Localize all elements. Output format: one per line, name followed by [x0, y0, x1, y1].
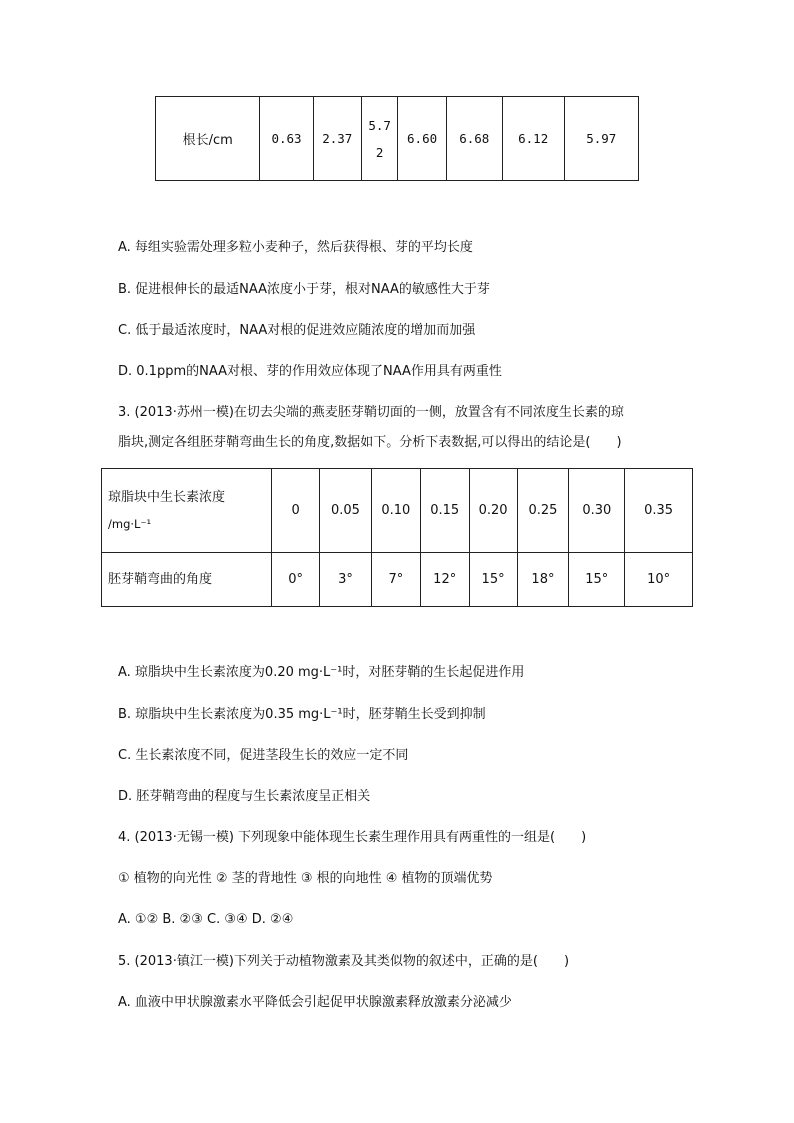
table-cell: 6.60: [398, 97, 446, 181]
table-cell: 0°: [272, 553, 320, 607]
question-stem: 3. (2013·苏州一模)在切去尖端的燕麦胚芽鞘切面的一侧，放置含有不同浓度生长素的琼: [118, 405, 624, 420]
table-cell: 10°: [625, 553, 693, 607]
question-options: A. ①② B. ②③ C. ③④ D. ②④: [118, 912, 294, 927]
table-cell: 0.63: [260, 97, 313, 181]
table-cell: 3°: [320, 553, 372, 607]
table-row: [102, 469, 693, 553]
cell-line: 5.7: [368, 117, 391, 133]
table-cell: 0.15: [420, 469, 469, 553]
option-b: B. 促进根伸长的最适NAA浓度小于芽，根对NAA的敏感性大于芽: [118, 282, 490, 297]
table-cell: [361, 97, 398, 181]
table-cell: 0.30: [569, 469, 625, 553]
question-stem: 脂块,测定各组胚芽鞘弯曲生长的角度,数据如下。分析下表数据,可以得出的结论是( ): [118, 435, 622, 450]
table-cell: 0.20: [469, 469, 517, 553]
question-items: ① 植物的向光性 ② 茎的背地性 ③ 根的向地性 ④ 植物的顶端优势: [118, 871, 493, 886]
question-stem: 4. (2013·无锡一模) 下列现象中能体现生长素生理作用具有两重性的一组是( ): [118, 830, 587, 845]
option-b: B. 琼脂块中生长素浓度为0.35 mg·L⁻¹时，胚芽鞘生长受到抑制: [118, 707, 486, 722]
row-label: 胚芽鞘弯曲的角度: [102, 553, 272, 607]
option-d: D. 胚芽鞘弯曲的程度与生长素浓度呈正相关: [118, 789, 371, 804]
table-row: [156, 97, 639, 181]
table-cell: 0.10: [371, 469, 420, 553]
option-c: C. 低于最适浓度时，NAA对根的促进效应随浓度的增加而加强: [118, 323, 476, 338]
question-stem: 5. (2013·镇江一模)下列关于动植物激素及其类似物的叙述中，正确的是( ): [118, 954, 570, 969]
label-line: 琼脂块中生长素浓度: [108, 489, 226, 505]
option-a: A. 血液中甲状腺激素水平降低会引起促甲状腺激素释放激素分泌减少: [118, 995, 512, 1010]
root-length-table: [155, 96, 639, 181]
row-label: [102, 469, 272, 553]
table-cell: 2.37: [313, 97, 361, 181]
table-cell: 0.25: [517, 469, 569, 553]
option-a: A. 每组实验需处理多粒小麦种子，然后获得根、芽的平均长度: [118, 240, 473, 255]
table-cell: 0.35: [625, 469, 693, 553]
label-line: /mg·L⁻¹: [108, 516, 152, 531]
table-row: [102, 553, 693, 607]
option-a: A. 琼脂块中生长素浓度为0.20 mg·L⁻¹时，对胚芽鞘的生长起促进作用: [118, 665, 525, 680]
table-cell: 18°: [517, 553, 569, 607]
auxin-angle-table: [101, 468, 693, 607]
table-cell: 15°: [569, 553, 625, 607]
option-c: C. 生长素浓度不同，促进茎段生长的效应一定不同: [118, 748, 409, 763]
table-cell: 12°: [420, 553, 469, 607]
table-cell: 15°: [469, 553, 517, 607]
table-cell: 6.12: [502, 97, 564, 181]
table-cell: 5.97: [564, 97, 638, 181]
cell-line: 2: [375, 144, 384, 160]
table-cell: 0: [272, 469, 320, 553]
table-cell: 0.05: [320, 469, 372, 553]
option-d: D. 0.1ppm的NAA对根、芽的作用效应体现了NAA作用具有两重性: [118, 364, 502, 379]
table-cell: 6.68: [446, 97, 502, 181]
table-cell: 7°: [371, 553, 420, 607]
row-label: 根长/cm: [156, 97, 260, 181]
